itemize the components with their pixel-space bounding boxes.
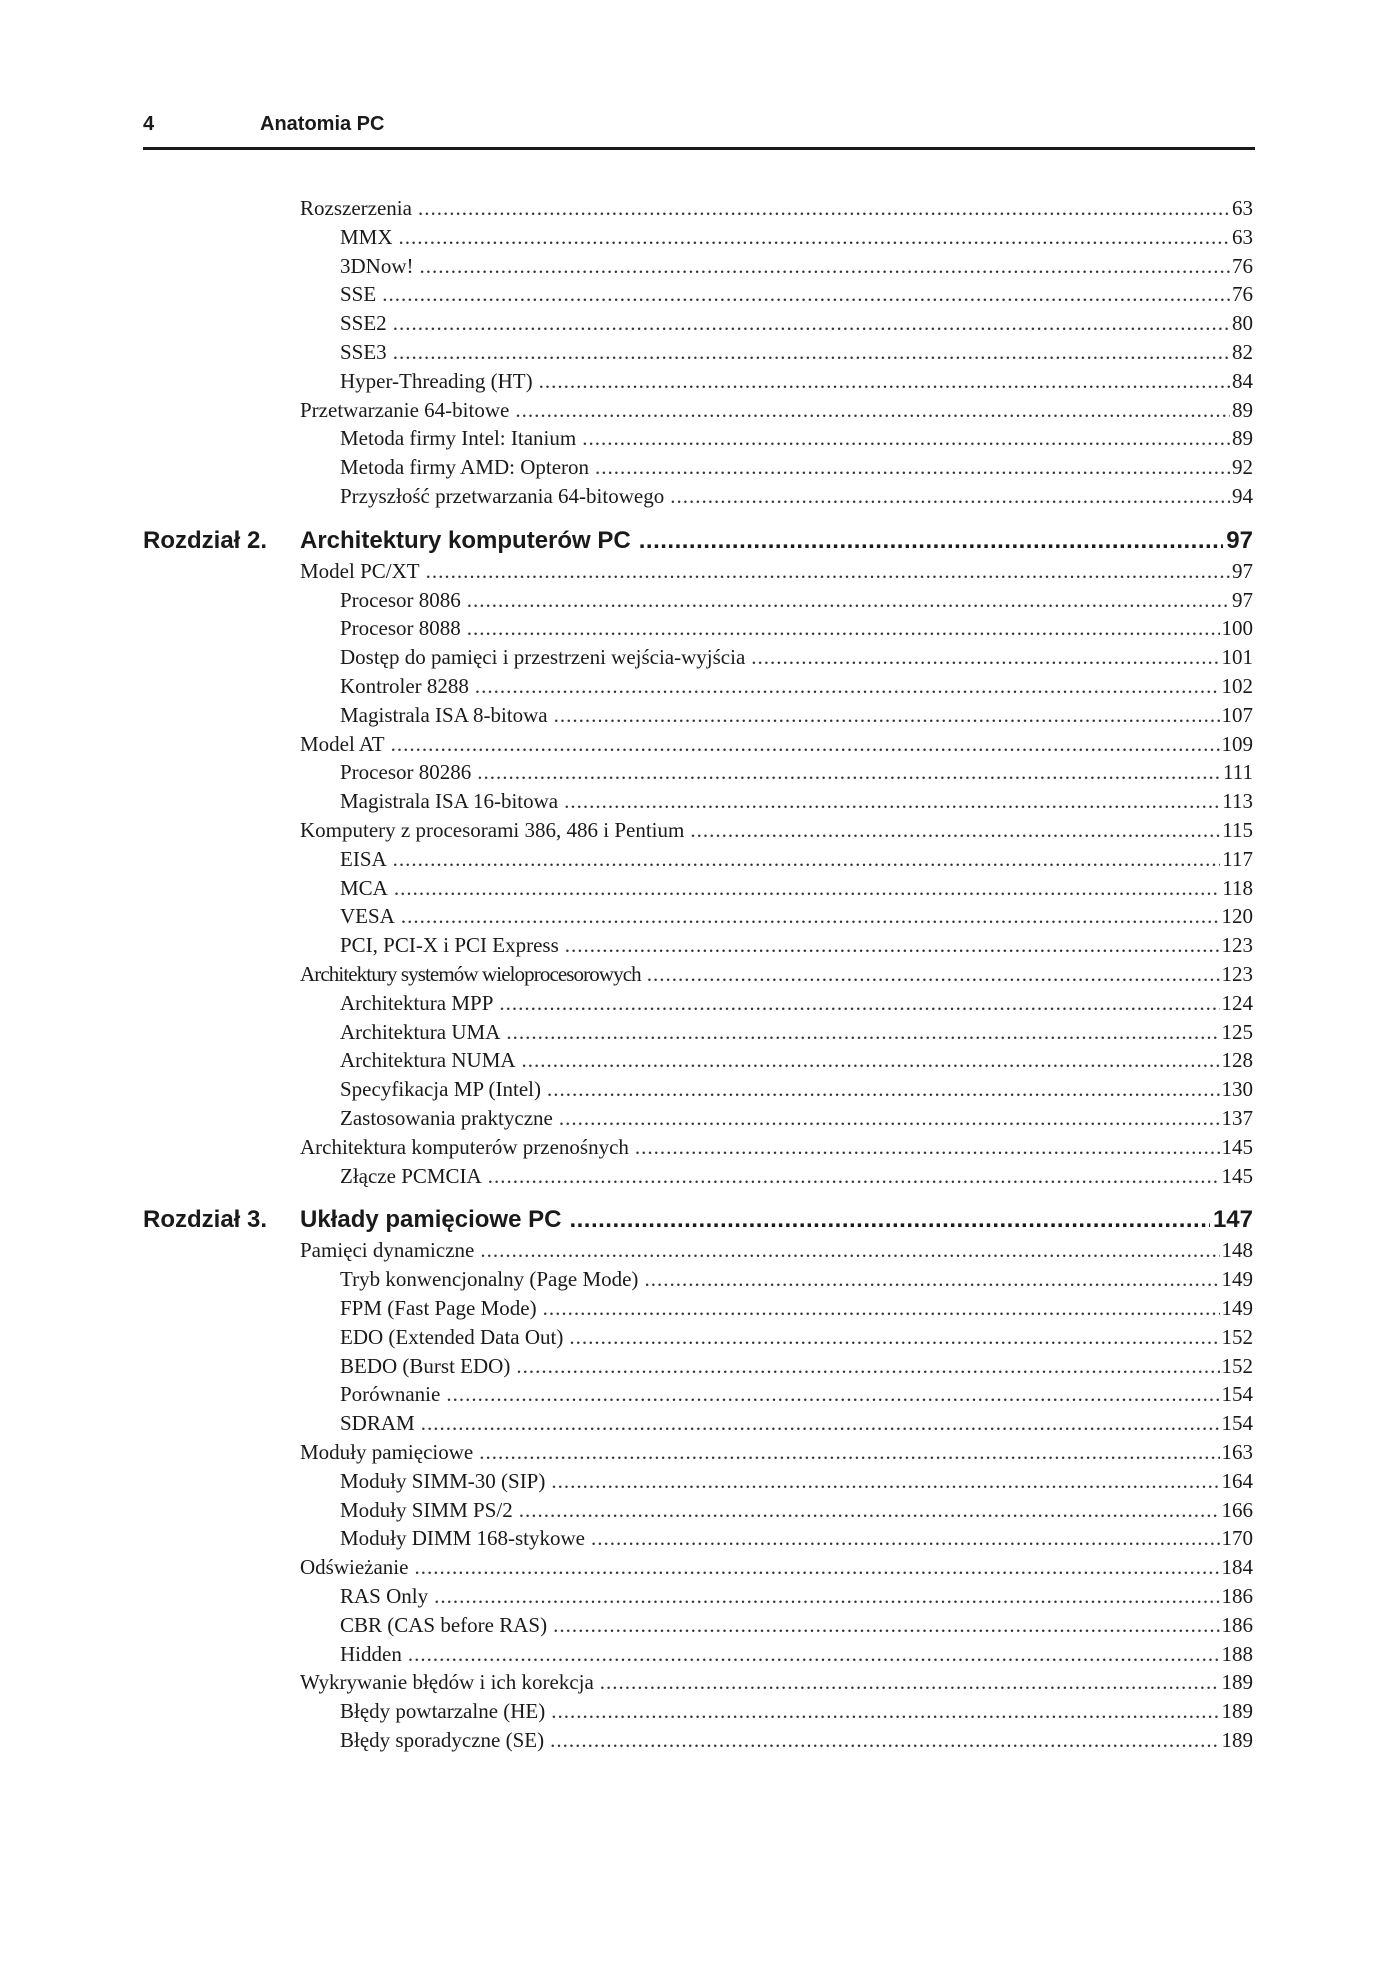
toc-title: Pamięci dynamiczne <box>300 1238 475 1263</box>
toc-title: Magistrala ISA 8-bitowa <box>340 702 548 727</box>
toc-subsection <box>340 1411 1253 1436</box>
toc-section <box>300 1670 1253 1695</box>
toc-title: SSE2 <box>340 311 387 336</box>
toc-page-number: 124 <box>1221 990 1253 1015</box>
toc-title: Architektura UMA <box>340 1019 501 1044</box>
toc-title: SDRAM <box>340 1411 415 1436</box>
dot-leader <box>554 703 1220 728</box>
toc-page-number: 76 <box>1232 253 1253 278</box>
toc-page-number: 102 <box>1221 674 1253 698</box>
toc-subsection <box>340 1020 1253 1045</box>
toc-subsection <box>340 1048 1253 1073</box>
toc-subsection <box>340 1164 1253 1189</box>
toc-title: Procesor 8088 <box>340 616 461 641</box>
dot-leader <box>418 196 1230 221</box>
toc-page-number: 170 <box>1221 1526 1253 1551</box>
toc-subsection <box>340 847 1253 872</box>
dot-leader <box>488 1164 1220 1189</box>
toc-page-number: 152 <box>1221 1353 1253 1378</box>
dot-leader <box>553 1613 1219 1638</box>
toc-page-number: 123 <box>1221 933 1253 958</box>
toc-subsection <box>340 1106 1253 1131</box>
dot-leader <box>647 962 1220 987</box>
toc-page-number: 163 <box>1221 1440 1253 1464</box>
toc-subsection <box>340 1077 1253 1102</box>
toc-page-number: 97 <box>1226 526 1253 554</box>
toc-page-number: 164 <box>1221 1468 1253 1493</box>
dot-leader <box>420 254 1231 279</box>
dot-leader <box>467 588 1230 613</box>
dot-leader <box>551 1469 1219 1494</box>
toc-subsection <box>340 1526 1253 1551</box>
dot-leader <box>644 1267 1219 1292</box>
toc-title: Magistrala ISA 16-bitowa <box>340 789 559 814</box>
dot-leader <box>582 426 1230 451</box>
toc-title: Złącze PCMCIA <box>340 1163 482 1188</box>
toc-subsection <box>340 340 1253 365</box>
running-header <box>143 113 1255 150</box>
toc-title: Rozszerzenia <box>300 196 412 220</box>
toc-page-number: 117 <box>1222 846 1253 871</box>
dot-leader <box>519 1498 1220 1523</box>
dot-leader <box>475 674 1220 699</box>
dot-leader <box>506 1020 1219 1045</box>
dot-leader <box>401 904 1220 929</box>
toc-page-number: 130 <box>1221 1077 1253 1102</box>
toc-page-number: 115 <box>1222 818 1253 842</box>
toc-title: Architektura MPP <box>340 990 494 1015</box>
toc-subsection <box>340 760 1253 785</box>
toc-page-number: 152 <box>1221 1324 1253 1349</box>
toc-subsection <box>340 1699 1253 1724</box>
toc-title: VESA <box>340 904 395 929</box>
toc-page-number: 76 <box>1232 282 1253 307</box>
dot-leader <box>515 398 1230 423</box>
toc-title: Kontroler 8288 <box>340 674 469 698</box>
toc-page-number: 145 <box>1221 1134 1253 1159</box>
toc-subsection <box>340 1469 1253 1494</box>
toc-page-number: 89 <box>1232 397 1253 422</box>
toc-page-number: 154 <box>1221 1411 1253 1436</box>
toc-title: Błędy powtarzalne (HE) <box>340 1699 546 1724</box>
toc-section <box>300 1555 1253 1580</box>
toc-subsection <box>340 1642 1253 1667</box>
toc-title: Architektury systemów wieloprocesorowych <box>300 962 641 986</box>
dot-leader <box>467 616 1220 641</box>
toc-section <box>300 818 1253 843</box>
toc-title: Hidden <box>340 1641 402 1666</box>
toc-page-number: 107 <box>1221 702 1253 727</box>
toc-page-number: 100 <box>1221 616 1253 641</box>
toc-section <box>300 1440 1253 1465</box>
toc-title: Procesor 8086 <box>340 587 461 612</box>
toc-title: Zastosowania praktyczne <box>340 1106 553 1130</box>
dot-leader <box>569 1206 1210 1234</box>
dot-leader <box>591 1526 1220 1551</box>
dot-leader <box>635 1135 1220 1160</box>
toc-title: Dostęp do pamięci i przestrzeni wejścia-wyjścia <box>340 645 746 670</box>
toc-title: Moduły SIMM PS/2 <box>340 1497 513 1522</box>
toc-page-number: 189 <box>1221 1699 1253 1724</box>
toc-page-number: 82 <box>1232 340 1253 364</box>
book-title: Anatomia PC <box>260 113 385 135</box>
toc-subsection <box>340 1498 1253 1523</box>
toc-subsection <box>340 1267 1253 1292</box>
dot-leader <box>393 847 1221 872</box>
toc-section <box>300 398 1253 423</box>
dot-leader <box>477 760 1221 785</box>
toc-title: SSE <box>340 282 377 307</box>
dot-leader <box>595 455 1230 480</box>
toc-page-number: 94 <box>1232 484 1253 508</box>
dot-leader <box>639 527 1224 555</box>
toc-title: SSE3 <box>340 340 387 364</box>
toc-title: Model AT <box>300 731 385 756</box>
toc-page-number: 80 <box>1232 311 1253 336</box>
toc-subsection <box>340 1296 1253 1321</box>
toc-subsection <box>340 588 1253 613</box>
toc-title: Architektura komputerów przenośnych <box>300 1134 629 1159</box>
toc-title: Model PC/XT <box>300 558 420 583</box>
chapter-heading <box>143 1206 1253 1234</box>
toc-subsection <box>340 369 1253 394</box>
toc-subsection <box>340 1382 1253 1407</box>
toc-page-number: 189 <box>1221 1670 1253 1695</box>
toc-page-number: 147 <box>1212 1206 1253 1234</box>
toc-title: Architektura NUMA <box>340 1048 516 1073</box>
dot-leader <box>539 369 1230 394</box>
toc-page-number: 97 <box>1232 587 1253 612</box>
toc-page-number: 113 <box>1222 789 1253 814</box>
toc-title: Błędy sporadyczne (SE) <box>340 1728 545 1752</box>
toc-subsection <box>340 311 1253 336</box>
toc-subsection <box>340 991 1253 1016</box>
toc-title: Porównanie <box>340 1382 441 1407</box>
dot-leader <box>565 933 1220 958</box>
toc-subsection <box>340 1728 1253 1753</box>
dot-leader <box>421 1411 1220 1436</box>
toc-page-number: 154 <box>1221 1382 1253 1407</box>
toc-page-number: 149 <box>1221 1267 1253 1292</box>
toc-page-number: 84 <box>1232 368 1253 393</box>
dot-leader <box>547 1077 1220 1102</box>
dot-leader <box>690 818 1220 843</box>
toc-subsection <box>340 426 1253 451</box>
toc-title: Układy pamięciowe PC <box>300 1206 562 1234</box>
toc-subsection <box>340 484 1253 509</box>
toc-title: Tryb konwencjonalny (Page Mode) <box>340 1267 639 1292</box>
toc-subsection <box>340 254 1253 279</box>
dot-leader <box>516 1354 1219 1379</box>
toc-section <box>300 732 1253 757</box>
toc-page-number: 97 <box>1232 558 1253 583</box>
toc-subsection <box>340 933 1253 958</box>
toc-title: Metoda firmy AMD: Opteron <box>340 455 590 480</box>
toc-page-number: 186 <box>1221 1612 1253 1637</box>
toc-section <box>300 1135 1253 1160</box>
toc-page-number: 188 <box>1221 1641 1253 1666</box>
dot-leader <box>414 1555 1219 1580</box>
toc-page-number: 148 <box>1221 1238 1253 1263</box>
toc-page-number: 92 <box>1232 455 1253 480</box>
toc-page-number: 166 <box>1221 1497 1253 1522</box>
dot-leader <box>480 1238 1219 1263</box>
toc-title: Moduły DIMM 168-stykowe <box>340 1526 585 1551</box>
toc-section <box>300 962 1253 987</box>
toc-page-number: 109 <box>1221 731 1253 756</box>
toc-title: Moduły pamięciowe <box>300 1440 474 1464</box>
toc-page-number: 186 <box>1221 1584 1253 1608</box>
toc-subsection <box>340 645 1253 670</box>
dot-leader <box>670 484 1230 509</box>
dot-leader <box>600 1670 1220 1695</box>
toc-page-number: 120 <box>1221 904 1253 929</box>
toc-page-number: 123 <box>1221 962 1253 986</box>
toc-title: Odświeżanie <box>300 1555 409 1580</box>
toc-subsection <box>340 282 1253 307</box>
toc-page-number: 118 <box>1222 875 1253 900</box>
dot-leader <box>543 1296 1220 1321</box>
dot-leader <box>559 1106 1220 1131</box>
toc-subsection <box>340 904 1253 929</box>
toc-subsection <box>340 703 1253 728</box>
toc-subsection <box>340 674 1253 699</box>
dot-leader <box>550 1728 1219 1753</box>
toc-title: Przetwarzanie 64-bitowe <box>300 397 510 422</box>
dot-leader <box>394 876 1220 901</box>
toc-subsection <box>340 789 1253 814</box>
dot-leader <box>426 559 1230 584</box>
toc-subsection <box>340 1584 1253 1609</box>
toc-page-number: 145 <box>1221 1163 1253 1188</box>
toc-title: MMX <box>340 224 393 249</box>
dot-leader <box>393 340 1230 365</box>
toc-title: Wykrywanie błędów i ich korekcja <box>300 1670 594 1695</box>
dot-leader <box>499 991 1219 1016</box>
toc-page-number: 149 <box>1221 1296 1253 1320</box>
toc-title: 3DNow! <box>340 253 414 278</box>
dot-leader <box>391 732 1220 757</box>
toc-title: Komputery z procesorami 386, 486 i Pentium <box>300 818 685 842</box>
dot-leader <box>751 645 1219 670</box>
dot-leader <box>569 1325 1219 1350</box>
toc-title: EDO (Extended Data Out) <box>340 1324 564 1349</box>
toc-title: Moduły SIMM-30 (SIP) <box>340 1468 546 1493</box>
page-number: 4 <box>143 113 155 135</box>
toc-title: EISA <box>340 846 387 871</box>
toc-subsection <box>340 1325 1253 1350</box>
toc-page-number: 137 <box>1221 1106 1253 1130</box>
toc-title: Specyfikacja MP (Intel) <box>340 1077 541 1102</box>
dot-leader <box>479 1440 1219 1465</box>
dot-leader <box>564 789 1220 814</box>
toc-section <box>300 196 1253 221</box>
dot-leader <box>393 311 1230 336</box>
toc-subsection <box>340 225 1253 250</box>
toc-title: BEDO (Burst EDO) <box>340 1353 511 1378</box>
dot-leader <box>522 1048 1220 1073</box>
toc-subsection <box>340 1613 1253 1638</box>
dot-leader <box>446 1382 1219 1407</box>
toc-title: MCA <box>340 875 388 900</box>
toc-subsection <box>340 455 1253 480</box>
dot-leader <box>382 282 1230 307</box>
toc-title: CBR (CAS before RAS) <box>340 1612 548 1637</box>
toc-section <box>300 559 1253 584</box>
toc-page-number: 189 <box>1221 1728 1253 1752</box>
toc-title: Architektury komputerów PC <box>300 526 631 554</box>
toc-page-number: 128 <box>1221 1048 1253 1073</box>
toc-title: RAS Only <box>340 1584 429 1608</box>
toc-section <box>300 1238 1253 1263</box>
dot-leader <box>399 225 1230 250</box>
toc-subsection <box>340 876 1253 901</box>
chapter-heading <box>143 526 1253 555</box>
toc-page-number: 63 <box>1232 224 1253 249</box>
chapter-label: Rozdział 3. <box>143 1206 268 1234</box>
toc-page-number: 125 <box>1221 1019 1253 1044</box>
toc-title: FPM (Fast Page Mode) <box>340 1296 537 1320</box>
dot-leader <box>551 1699 1219 1724</box>
dot-leader <box>434 1584 1219 1609</box>
toc-title: Przyszłość przetwarzania 64-bitowego <box>340 484 665 508</box>
toc-title: Metoda firmy Intel: Itanium <box>340 426 577 451</box>
toc-page-number: 184 <box>1221 1555 1253 1580</box>
toc-subsection <box>340 1354 1253 1379</box>
toc-page-number: 63 <box>1232 196 1253 220</box>
toc-subsection <box>340 616 1253 641</box>
toc-page-number: 89 <box>1232 426 1253 451</box>
chapter-label: Rozdział 2. <box>143 526 268 554</box>
dot-leader <box>408 1642 1220 1667</box>
toc-title: Procesor 80286 <box>340 760 472 785</box>
toc-page-number: 111 <box>1223 760 1253 785</box>
toc-page-number: 101 <box>1221 645 1253 670</box>
toc-title: Hyper-Threading (HT) <box>340 368 533 393</box>
toc-title: PCI, PCI-X i PCI Express <box>340 933 559 958</box>
